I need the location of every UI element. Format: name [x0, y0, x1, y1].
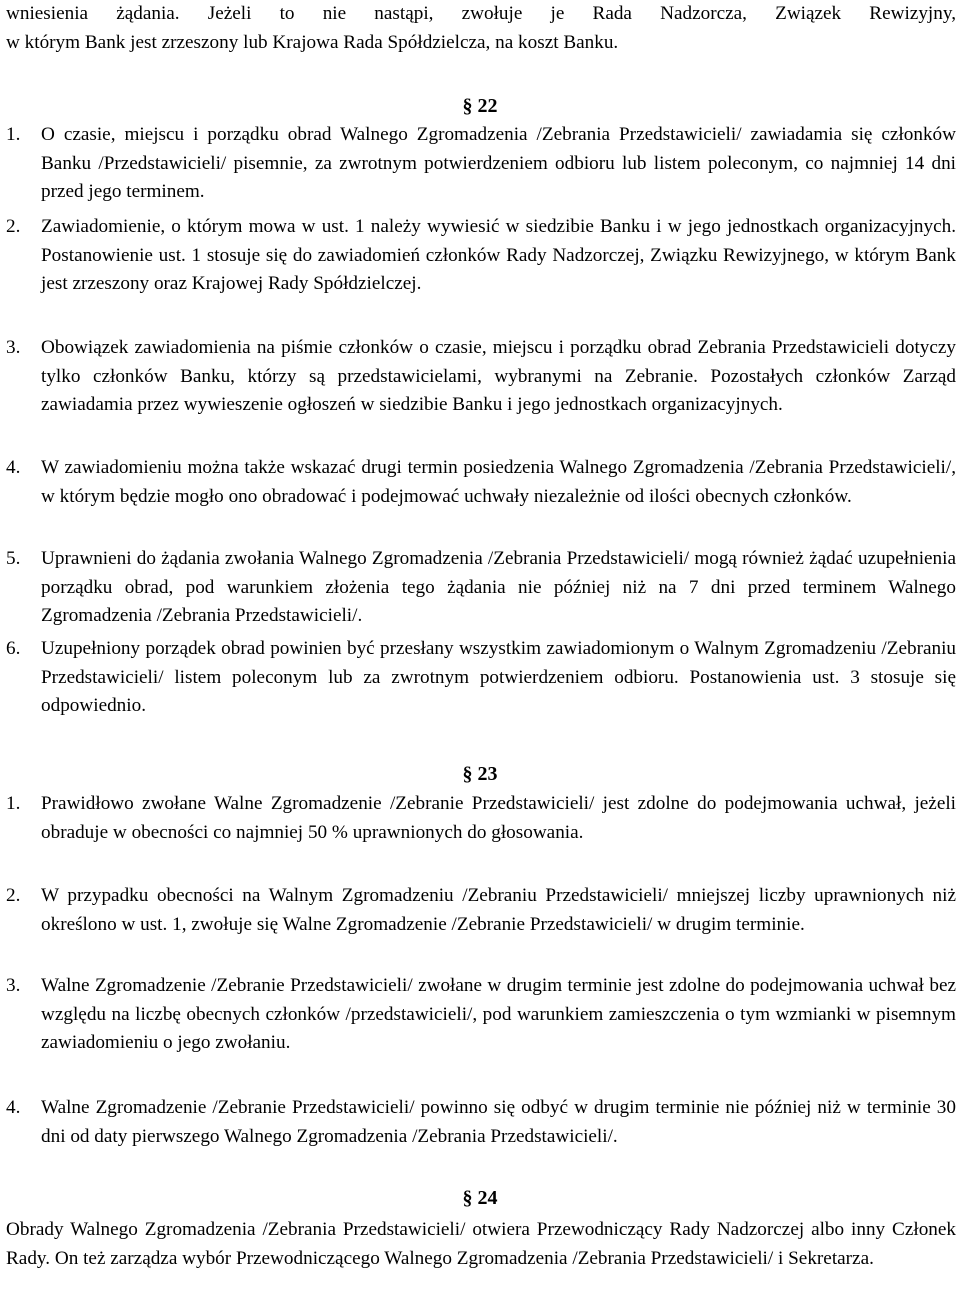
section-22-item-5	[6, 545, 956, 631]
item-text: Obowiązek zawiadomienia na piśmie członków o czasie, miejscu i porządku obrad Zebrania Przedstawicieli dotyczy tylko członków Banku, którzy są przedstawicielami, wybranymi na Zebranie. Pozostałych członków Zarząd zawiadamia przez wywieszenie ogłoszeń w siedzibie Banku i jego jednostkach organizacyjnych.	[41, 337, 956, 416]
item-number: 5.	[6, 548, 21, 569]
section-22-item-1	[6, 121, 956, 207]
carryover-line-1: wniesienia żądania. Jeżeli to nie nastąpi, zwołuje je Rada Nadzorcza, Związek Rewizyjny,	[6, 3, 956, 24]
section-23-item-1	[6, 790, 956, 847]
item-text: W zawiadomieniu można także wskazać drugi termin posiedzenia Walnego Zgromadzenia /Zebrania Przedstawicieli/, w którym będzie mogło ono obradować i podejmować uchwały niezależnie od ilości obecnych członków.	[41, 457, 956, 507]
item-number: 1.	[6, 793, 21, 814]
item-text: W przypadku obecności na Walnym Zgromadzeniu /Zebraniu Przedstawicieli/ mniejszej liczby uprawnionych niż określono w ust. 1, zwołuje się Walne Zgromadzenie /Zebranie Przedstawicieli/ w drugim terminie.	[41, 885, 956, 935]
item-number: 3.	[6, 975, 21, 996]
item-number: 6.	[6, 638, 21, 659]
section-24-paragraph-block	[6, 1216, 956, 1273]
section-number: 23	[477, 763, 498, 785]
section-22-heading	[0, 92, 960, 120]
item-number: 3.	[6, 337, 21, 358]
section-22-item-4	[6, 454, 956, 511]
section-22-item-2	[6, 213, 956, 299]
item-number: 4.	[6, 1097, 21, 1118]
item-text: O czasie, miejscu i porządku obrad Walnego Zgromadzenia /Zebrania Przedstawicieli/ zawiadamia się członków Banku /Przedstawicieli/ pisemnie, za zwrotnym potwierdzeniem odbioru lub listem poleconym, co najmniej 14 dni przed jego terminem.	[41, 124, 956, 203]
item-text: Walne Zgromadzenie /Zebranie Przedstawicieli/ powinno się odbyć w drugim terminie nie później niż w terminie 30 dni od daty pierwszego Walnego Zgromadzenia /Zebrania Przedstawicieli/.	[41, 1097, 956, 1147]
section-number: 22	[477, 95, 498, 117]
carryover-line-2: w którym Bank jest zrzeszony lub Krajowa Rada Spółdzielcza, na koszt Banku.	[6, 31, 619, 53]
section-24-paragraph: Obrady Walnego Zgromadzenia /Zebrania Przedstawicieli/ otwiera Przewodniczący Rady Nadzorczej albo inny Członek Rady. On też zarządza wybór Przewodniczącego Walnego Zgromadzenia /Zebrania Przedstawicieli/ i Sekretarza.	[6, 1219, 956, 1269]
item-text: Walne Zgromadzenie /Zebranie Przedstawicieli/ zwołane w drugim terminie jest zdolne do podejmowania uchwał bez względu na liczbę obecnych członków /przedstawicieli/, pod warunkiem zamieszczenia o tym wzmianki w pisemnym zawiadomieniu o jego zwołaniu.	[41, 975, 956, 1054]
item-text: Uzupełniony porządek obrad powinien być przesłany wszystkim zawiadomionym o Walnym Zgromadzeniu /Zebraniu Przedstawicieli/ listem poleconym lub za zwrotnym potwierdzeniem odbioru. Postanowienia ust. 3 stosuje się odpowiednio.	[41, 638, 956, 717]
section-23-heading	[0, 760, 960, 788]
section-24-heading	[0, 1184, 960, 1212]
section-23-item-2	[6, 882, 956, 939]
item-text: Prawidłowo zwołane Walne Zgromadzenie /Zebranie Przedstawicieli/ jest zdolne do podejmowania uchwał, jeżeli obraduje w obecności co najmniej 50 % uprawnionych do głosowania.	[41, 793, 956, 843]
section-sign: §	[462, 1187, 473, 1209]
section-23-item-3	[6, 972, 956, 1058]
item-number: 2.	[6, 216, 21, 237]
item-number: 2.	[6, 885, 21, 906]
section-22-item-3	[6, 334, 956, 420]
section-22-item-6	[6, 635, 956, 721]
section-sign: §	[462, 763, 473, 785]
item-number: 4.	[6, 457, 21, 478]
item-number: 1.	[6, 124, 21, 145]
carryover-paragraph	[6, 0, 956, 57]
section-23-item-4	[6, 1094, 956, 1151]
section-number: 24	[477, 1187, 498, 1209]
item-text: Zawiadomienie, o którym mowa w ust. 1 należy wywiesić w siedzibie Banku i w jego jednostkach organizacyjnych. Postanowienie ust. 1 stosuje się do zawiadomień członków Rady Nadzorczej, Związku Rewizyjnego, w którym Bank jest zrzeszony oraz Krajowej Rady Spółdzielczej.	[41, 216, 956, 295]
section-sign: §	[462, 95, 473, 117]
item-text: Uprawnieni do żądania zwołania Walnego Zgromadzenia /Zebrania Przedstawicieli/ mogą również żądać uzupełnienia porządku obrad, pod warunkiem złożenia tego żądania nie później niż na 7 dni przed terminem Walnego Zgromadzenia /Zebrania Przedstawicieli/.	[41, 548, 956, 627]
